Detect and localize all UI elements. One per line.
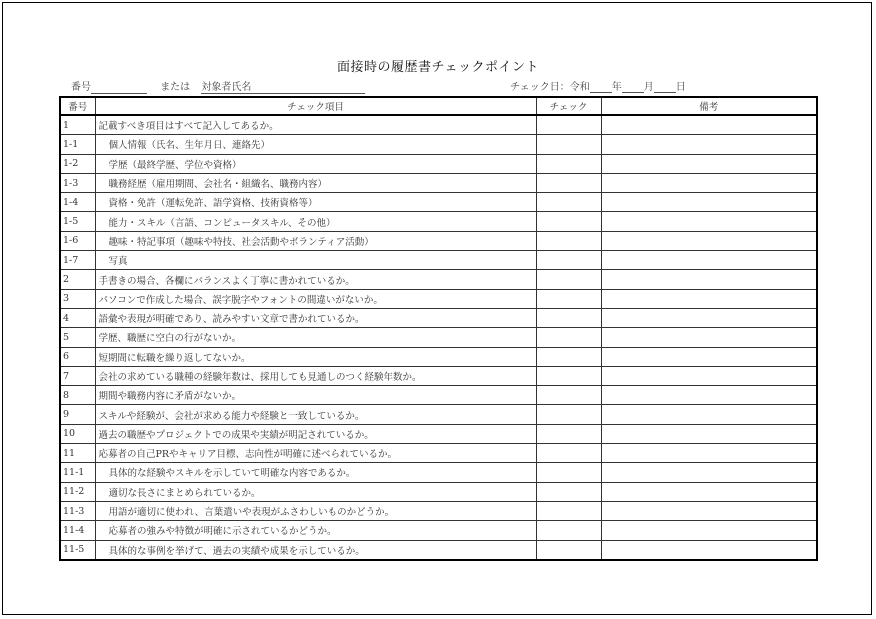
row-note-cell[interactable] [601, 424, 817, 443]
row-number: 10 [60, 424, 95, 443]
row-number: 1-5 [60, 212, 95, 231]
row-check-cell[interactable] [536, 463, 601, 482]
year-field[interactable] [590, 80, 612, 93]
table-row [60, 366, 817, 385]
row-item-text: スキルや経験が、会社が求める能力や経験と一致しているか。 [98, 410, 365, 422]
table-row [60, 386, 817, 405]
row-check-cell[interactable] [536, 366, 601, 385]
row-number: 1-1 [60, 135, 95, 154]
row-item [95, 386, 536, 405]
row-note-cell[interactable] [601, 347, 817, 366]
row-number: 11-2 [60, 482, 95, 501]
row-item-text: 適切な長さにまとめられているか。 [108, 487, 261, 499]
row-item-text: 記載すべき項目はすべて記入してあるか。 [98, 121, 279, 133]
number-label: 番号 [71, 82, 91, 93]
row-note-cell[interactable] [601, 366, 817, 385]
month-field[interactable] [622, 80, 644, 93]
table-row [60, 231, 817, 250]
row-item [95, 328, 536, 347]
row-check-cell[interactable] [536, 308, 601, 327]
row-item [95, 231, 536, 250]
row-item [95, 154, 536, 173]
row-check-cell[interactable] [536, 115, 601, 135]
row-item [95, 115, 536, 135]
row-item-text: 職務経歴（雇用期間、会社名・組織名、職務内容） [108, 179, 328, 191]
row-check-cell[interactable] [536, 444, 601, 463]
row-number: 1-7 [60, 251, 95, 270]
table-row [60, 308, 817, 327]
row-note-cell[interactable] [601, 231, 817, 250]
row-note-cell[interactable] [601, 501, 817, 520]
row-number: 1-3 [60, 173, 95, 192]
name-field[interactable] [201, 78, 365, 94]
table-row [60, 270, 817, 289]
month-label: 月 [643, 82, 654, 93]
row-check-cell[interactable] [536, 135, 601, 154]
row-number: 5 [60, 328, 95, 347]
header-item: チェック項目 [95, 97, 536, 115]
row-check-cell[interactable] [536, 212, 601, 231]
row-item [95, 251, 536, 270]
row-item-text: 応募者の自己PRやキャリア目標、志向性が明確に述べられているか。 [98, 449, 398, 461]
table-row [60, 405, 817, 424]
row-item-text: 会社の求めている職種の経験年数は、採用しても見通しのつく経験年数か。 [98, 372, 422, 383]
header-number: 番号 [60, 97, 95, 115]
row-note-cell[interactable] [601, 154, 817, 173]
row-number: 1-6 [60, 231, 95, 250]
row-check-cell[interactable] [536, 173, 601, 192]
row-check-cell[interactable] [536, 193, 601, 212]
row-check-cell[interactable] [536, 424, 601, 443]
table-row [60, 540, 817, 560]
row-note-cell[interactable] [601, 482, 817, 501]
row-check-cell[interactable] [536, 482, 601, 501]
table-row [60, 212, 817, 231]
row-number: 1 [60, 115, 95, 135]
row-item-text: 資格・免許（運転免許、語学資格、技術資格等） [108, 198, 318, 210]
check-date [510, 78, 686, 93]
row-note-cell[interactable] [601, 193, 817, 212]
table-header-row [60, 97, 817, 115]
row-number: 2 [60, 270, 95, 289]
row-item [95, 289, 536, 308]
row-item [95, 308, 536, 327]
table-row [60, 173, 817, 192]
row-item-text: 趣味・特記事項（趣味や特技、社会活動やボランティア活動） [108, 236, 374, 248]
day-label: 日 [675, 82, 686, 93]
row-item-text: 過去の職歴やプロジェクトでの成果や実績が明記されているか。 [98, 429, 374, 441]
row-item-text: 個人情報（氏名、生年月日、連絡先） [108, 140, 271, 152]
row-note-cell[interactable] [601, 251, 817, 270]
applicant-meta [71, 78, 365, 94]
row-item [95, 540, 536, 560]
row-number: 7 [60, 366, 95, 385]
row-item [95, 482, 536, 501]
row-number: 11-3 [60, 501, 95, 520]
row-number: 4 [60, 308, 95, 327]
row-item [95, 501, 536, 520]
or-label: または [160, 82, 191, 93]
row-number: 6 [60, 347, 95, 366]
page-title: 面接時の履歴書チェックポイント [336, 60, 540, 75]
row-note-cell[interactable] [601, 115, 817, 135]
table-row [60, 482, 817, 501]
row-item [95, 135, 536, 154]
row-item-text: 学歴、職歴に空白の行がないか。 [98, 333, 242, 345]
table-row [60, 463, 817, 482]
row-number: 11-4 [60, 521, 95, 540]
row-item [95, 463, 536, 482]
table-row [60, 154, 817, 173]
row-number: 9 [60, 405, 95, 424]
row-note-cell[interactable] [601, 444, 817, 463]
row-number: 1-2 [60, 154, 95, 173]
row-note-cell[interactable] [601, 289, 817, 308]
row-note-cell[interactable] [601, 212, 817, 231]
row-item [95, 212, 536, 231]
table-row [60, 135, 817, 154]
row-item-text: 語彙や表現が明確であり、読みやすい文章で書かれているか。 [98, 314, 365, 326]
row-item [95, 366, 536, 385]
row-check-cell[interactable] [536, 231, 601, 250]
row-note-cell[interactable] [601, 521, 817, 540]
row-check-cell[interactable] [536, 501, 601, 520]
day-field[interactable] [654, 80, 676, 93]
date-label: チェック日：令和 [510, 82, 590, 93]
table-row [60, 444, 817, 463]
row-note-cell[interactable] [601, 463, 817, 482]
row-number: 1-4 [60, 193, 95, 212]
row-check-cell[interactable] [536, 405, 601, 424]
table-row [60, 521, 817, 540]
row-item [95, 405, 536, 424]
checklist-table [59, 96, 818, 561]
row-item [95, 173, 536, 192]
row-item-text: パソコンで作成した場合、誤字脱字やフォントの間違いがないか。 [98, 294, 383, 306]
row-number: 11-1 [60, 463, 95, 482]
row-note-cell[interactable] [601, 135, 817, 154]
table-row [60, 289, 817, 308]
table-row [60, 501, 817, 520]
header-note: 備考 [601, 97, 817, 115]
row-check-cell[interactable] [536, 289, 601, 308]
row-item [95, 193, 536, 212]
row-note-cell[interactable] [601, 328, 817, 347]
row-check-cell[interactable] [536, 386, 601, 405]
row-item-text: 手書きの場合、各欄にバランスよく丁寧に書かれているか。 [98, 275, 355, 287]
row-item-text: 能力・スキル（言語、コンピュータスキル、その他） [108, 217, 336, 229]
row-item [95, 444, 536, 463]
row-item [95, 521, 536, 540]
row-note-cell[interactable] [601, 386, 817, 405]
row-item-text: 具体的な事例を挙げて、過去の実績や成果を示しているか。 [108, 545, 365, 557]
year-label: 年 [611, 82, 622, 93]
table-row [60, 115, 817, 135]
row-note-cell[interactable] [601, 308, 817, 327]
row-number: 11-5 [60, 540, 95, 560]
table-row [60, 328, 817, 347]
row-item-text: 学歴（最終学歴、学位や資格） [108, 159, 242, 171]
row-number: 3 [60, 289, 95, 308]
row-note-cell[interactable] [601, 270, 817, 289]
row-note-cell[interactable] [601, 173, 817, 192]
row-check-cell[interactable] [536, 347, 601, 366]
row-check-cell[interactable] [536, 521, 601, 540]
row-number: 8 [60, 386, 95, 405]
row-item-text: 具体的な経験やスキルを示していて明確な内容であるか。 [108, 468, 356, 480]
table-row [60, 193, 817, 212]
row-note-cell[interactable] [601, 405, 817, 424]
row-check-cell[interactable] [536, 328, 601, 347]
row-item-text: 写真 [108, 256, 128, 268]
row-check-cell[interactable] [536, 270, 601, 289]
table-row [60, 251, 817, 270]
table-row [60, 347, 817, 366]
row-check-cell[interactable] [536, 154, 601, 173]
row-item-text: 短期間に転職を繰り返してないか。 [98, 352, 251, 364]
row-check-cell[interactable] [536, 540, 601, 560]
row-item-text: 応募者の強みや特徴が明確に示されているかどうか。 [108, 526, 337, 538]
row-item-text: 用語が適切に使われ、言葉遣いや表現がふさわしいものかどうか。 [108, 507, 395, 519]
row-item [95, 270, 536, 289]
name-label: 対象者氏名 [201, 82, 252, 93]
header-check: チェック [536, 97, 601, 115]
number-field[interactable] [91, 81, 147, 94]
row-check-cell[interactable] [536, 251, 601, 270]
row-item [95, 424, 536, 443]
row-number: 11 [60, 444, 95, 463]
row-item-text: 期間や職務内容に矛盾がないか。 [98, 391, 242, 403]
row-item [95, 347, 536, 366]
row-note-cell[interactable] [601, 540, 817, 560]
table-row [60, 424, 817, 443]
